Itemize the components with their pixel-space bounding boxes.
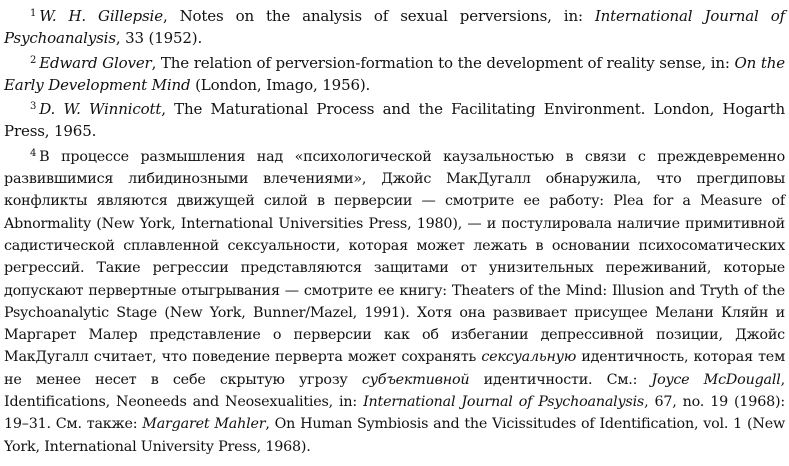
footnote-number: 1 bbox=[30, 8, 37, 19]
footnote-number: 4 bbox=[30, 147, 37, 159]
footnote-number: 3 bbox=[30, 101, 37, 113]
author-name: D. W. Winnicott bbox=[39, 100, 162, 119]
footnote-2 bbox=[4, 50, 785, 97]
footnote-text: , The relation of perversion-formation to the development of reality sense, in: bbox=[151, 53, 735, 72]
author-name: Edward Glover bbox=[39, 53, 152, 72]
footnote-text: , On Human Symbiosis and the Vicissitudes of Identification, vol. 1 (New York, International University Press, 1968). bbox=[4, 416, 785, 455]
journal-title: International Journal of Psychoanalysis bbox=[4, 7, 785, 48]
footnote-text: , 33 (1952). bbox=[115, 29, 203, 48]
book-title: On the Early Development Mind bbox=[4, 53, 785, 94]
author-name: W. H. Gillepsie bbox=[39, 7, 163, 25]
author-name: Margaret Mahler bbox=[142, 416, 266, 433]
emphasis-text: сексуальную bbox=[481, 349, 577, 366]
footnote-text: , Identifications, Neoneeds and Neosexualities, in: bbox=[4, 371, 785, 411]
footnote-3 bbox=[4, 96, 785, 143]
journal-title: International Journal of Psychoanalysis bbox=[363, 394, 645, 411]
footnote-text: , The Maturational Process and the Facilitating Environment. London, Hogarth Press, 1965. bbox=[4, 100, 785, 141]
emphasis-text: субъективной bbox=[361, 371, 470, 388]
footnote-text: , Notes on the analysis of sexual perversions, in: bbox=[162, 7, 595, 25]
footnote-text: идентичность, которая тем не менее несет в себе скрытую угрозу bbox=[4, 349, 785, 388]
footnote-4 bbox=[4, 143, 785, 458]
footnote-text: идентичности. См.: bbox=[469, 371, 652, 388]
footnote-1 bbox=[4, 3, 785, 50]
footnote-number: 2 bbox=[30, 54, 37, 66]
author-name: Joyce McDougall bbox=[651, 371, 781, 388]
footnote-text: (London, Imago, 1956). bbox=[190, 75, 371, 94]
footnote-text: В процессе размышления над «психологической каузальностью в связи с преждевременно развившимися либидинозными влечениями», Джойс МакДугалл обнаружила, что прегдиповы конфликты являются движущей силой в перверсии — смотрите ее работу: Plea for a Measure of Abnormality (New York, International Universities Press, 1980), — и постулировала наличие примитивной садистической сплавленной сексуальности, которая может лежать в основании психосоматических регрессий. Такие регрессии представляются защитами от унизительных переживаний, которые допускают первертные отыгрывания — смотрите ее книгу: Theaters of the Mind: Illusion and Tryth of the Psychoanalytic Stage (New York, Bunner/Mazel, 1991). Хотя она развивает присущее Мелани Кляйн и Маргарет Малер представление о перверсии как об избегании депрессивной позиции, Джойс МакДугалл считает, что поведение перверта может сохранять bbox=[4, 148, 785, 366]
footnote-text: , 67, no. 19 (1968): 19–31. См. также: bbox=[4, 394, 785, 433]
